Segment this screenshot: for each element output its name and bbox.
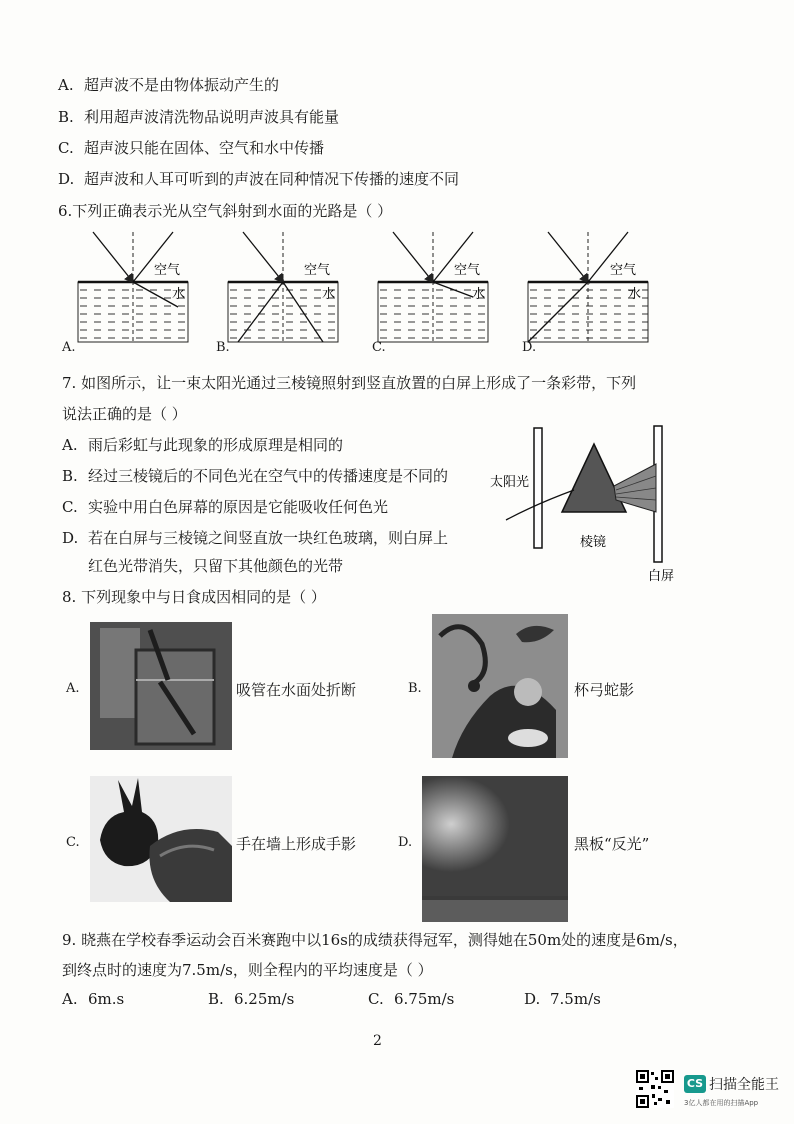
q7-stem-line2: 说法正确的是（ ）	[62, 405, 187, 423]
q6-c-water: 水	[472, 287, 486, 302]
q6-label-c: C.	[372, 340, 386, 355]
q9-stem-line2: 到终点时的速度为7.5m/s，则全程内的平均速度是（ ）	[62, 961, 433, 979]
q9-option-d-text: 7.5m/s	[550, 990, 601, 1008]
q7-option-a-label: A.	[62, 436, 78, 454]
q5-option-a-label: A.	[58, 76, 74, 94]
brand-tagline: 3亿人都在用的扫描App	[684, 1099, 759, 1107]
cs-logo-icon: CS	[684, 1075, 706, 1093]
q7-option-a-text: 雨后彩虹与此现象的形成原理是相同的	[88, 436, 344, 454]
q7-option-d	[62, 527, 448, 548]
q8-stem: 8. 下列现象中与日食成因相同的是（ ）	[62, 588, 326, 606]
q7-option-b-label: B.	[62, 467, 78, 485]
q7-option-b	[62, 465, 448, 486]
q6-d-water: 水	[628, 287, 642, 302]
q7-option-d-label: D.	[62, 529, 79, 547]
q8-option-a-label: A.	[66, 681, 80, 696]
q8-photo-bow-snake	[432, 614, 568, 758]
q7-sunlight-label: 太阳光	[490, 475, 530, 490]
q9-option-b	[208, 990, 294, 1008]
q5-option-b	[58, 106, 339, 127]
q5-option-c-label: C.	[58, 139, 74, 157]
q5-option-c	[58, 137, 324, 158]
q9-option-a-label: A.	[62, 990, 78, 1008]
q6-b-air: 空气	[304, 263, 331, 278]
q6-figure-c	[378, 232, 488, 342]
q5-option-a	[58, 74, 279, 95]
q6-figure-b	[228, 232, 338, 342]
q5-option-d-label: D.	[58, 170, 75, 188]
q9-option-a-text: 6m.s	[88, 990, 125, 1008]
q8-option-d-caption: 黑板“反光”	[574, 835, 650, 853]
q8-option-a-caption: 吸管在水面处折断	[236, 681, 357, 699]
q7-stem-line1: 7. 如图所示，让一束太阳光通过三棱镜照射到竖直放置的白屏上形成了一条彩带，下列	[62, 374, 637, 392]
q8-option-c-label: C.	[66, 835, 80, 850]
q6-label-a: A.	[62, 340, 76, 355]
q9-option-a	[62, 990, 124, 1008]
q5-option-d	[58, 168, 459, 189]
q8-option-d-label: D.	[398, 835, 413, 850]
q6-figure-a	[78, 232, 188, 342]
q6-a-air: 空气	[154, 263, 181, 278]
brand-name: 扫描全能王	[709, 1077, 779, 1093]
q5-option-b-text: 利用超声波清洗物品说明声波具有能量	[84, 108, 340, 126]
q5-option-a-text: 超声波不是由物体振动产生的	[84, 76, 280, 94]
q7-screen-label: 白屏	[648, 569, 675, 584]
q8-photo-blackboard	[422, 776, 568, 922]
q6-b-water: 水	[322, 287, 336, 302]
q6-c-air: 空气	[454, 263, 481, 278]
q7-option-d-text: 若在白屏与三棱镜之间竖直放一块红色玻璃，则白屏上	[88, 529, 449, 547]
q7-option-c-text: 实验中用白色屏幕的原因是它能吸收任何色光	[88, 498, 389, 516]
q7-prism-label: 棱镜	[580, 535, 607, 550]
q9-option-b-label: B.	[208, 990, 224, 1008]
q6-d-air: 空气	[610, 263, 637, 278]
q7-prism-figure	[486, 420, 676, 588]
q6-stem: 6.下列正确表示光从空气斜射到水面的光路是（ ）	[58, 202, 393, 220]
q8-photo-straw	[90, 622, 232, 750]
page-number: 2	[373, 1033, 382, 1049]
q9-option-d	[524, 990, 601, 1008]
q7-option-c	[62, 496, 388, 517]
q9-option-b-text: 6.25m/s	[234, 990, 295, 1008]
q8-option-c-caption: 手在墙上形成手影	[236, 835, 357, 853]
scanner-brand	[684, 1074, 779, 1094]
q6-figures	[58, 222, 678, 360]
q7-option-a	[62, 434, 343, 455]
q8-option-b-label: B.	[408, 681, 422, 696]
prism-shape	[562, 444, 626, 512]
q8-option-b-caption: 杯弓蛇影	[574, 681, 635, 699]
q5-option-c-text: 超声波只能在固体、空气和水中传播	[84, 139, 325, 157]
q9-option-c-text: 6.75m/s	[394, 990, 455, 1008]
q6-label-d: D.	[522, 340, 537, 355]
q6-a-water: 水	[172, 287, 186, 302]
q5-option-b-label: B.	[58, 108, 74, 126]
q7-option-c-label: C.	[62, 498, 78, 516]
q9-option-c	[368, 990, 454, 1008]
q5-option-d-text: 超声波和人耳可听到的声波在同种情况下传播的速度不同	[84, 170, 460, 188]
q6-label-b: B.	[216, 340, 230, 355]
q9-stem-line1: 9. 晓燕在学校春季运动会百米赛跑中以16s的成绩获得冠军，测得她在50m处的速度是6m/s，	[62, 931, 688, 949]
q6-figure-d	[528, 232, 648, 342]
q7-option-d-line2: 红色光带消失，只留下其他颜色的光带	[88, 557, 344, 575]
q8-photo-hand-shadow	[90, 776, 232, 902]
q9-option-d-label: D.	[524, 990, 541, 1008]
q7-option-b-text: 经过三棱镜后的不同色光在空气中的传播速度是不同的	[88, 467, 449, 485]
q9-option-c-label: C.	[368, 990, 384, 1008]
qr-code-icon	[636, 1070, 674, 1108]
